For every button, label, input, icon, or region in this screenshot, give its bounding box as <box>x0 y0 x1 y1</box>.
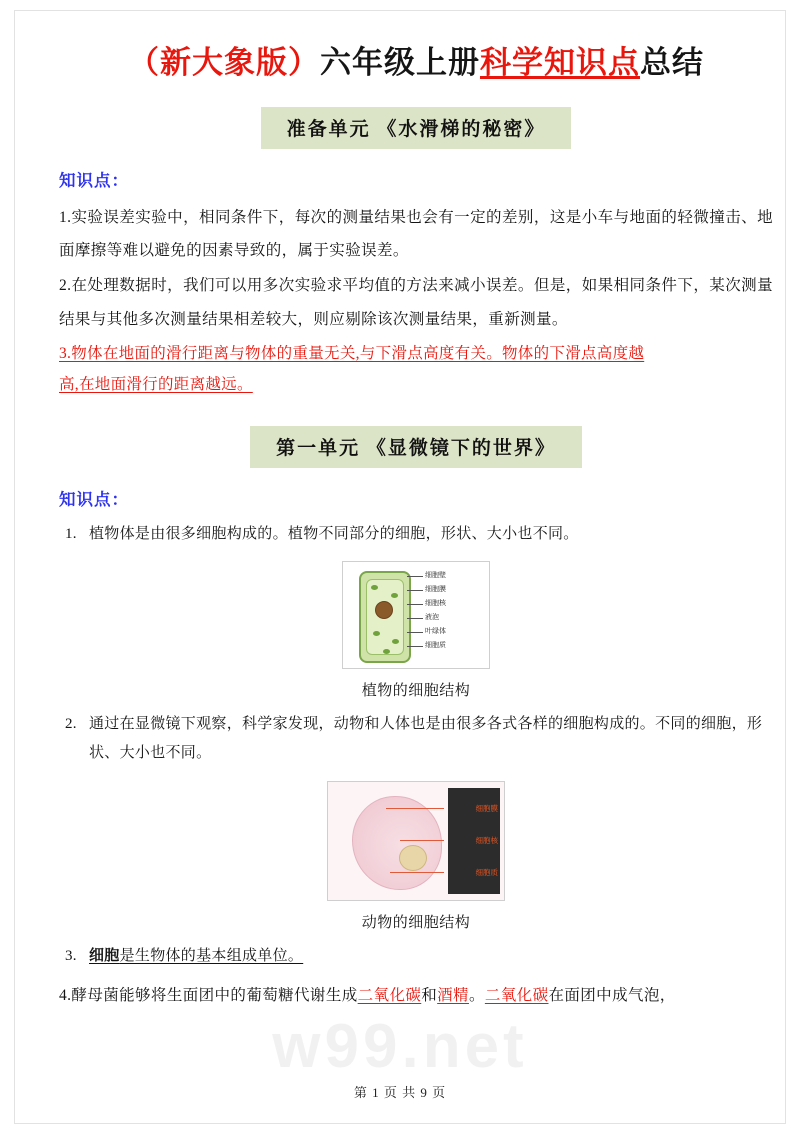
item4-mid: 和 <box>421 986 438 1004</box>
leader-line <box>386 808 444 809</box>
leader-line <box>407 590 423 591</box>
plant-cell-diagram <box>342 561 490 669</box>
title-part-subject: 科学知识点 <box>480 45 640 80</box>
figure-caption-plant-cell: 植物的细胞结构 <box>361 683 471 700</box>
item4-sep: 。 <box>468 986 485 1004</box>
list-item <box>59 520 773 549</box>
list-item-text-1: 植物体是由很多细胞构成的。植物不同部分的细胞，形状、大小也不同。 <box>89 525 579 542</box>
paragraph-prep-1: 1.实验误差实验中，相同条件下，每次的测量结果也会有一定的差别，这是小车与地面的轻微撞击、地面摩擦等难以避免的因素导致的，属于实验误差。 <box>59 208 773 259</box>
paragraph-prep-2: 2.在处理数据时，我们可以用多次实验求平均值的方法来减小误差。但是，如果相同条件下，某次测量结果与其他多次测量结果相差较大，则应剔除该次测量结果，重新测量。 <box>59 277 773 328</box>
animal-label-0: 细胞膜 <box>475 803 498 813</box>
animal-label-1: 细胞核 <box>475 835 498 845</box>
list-item-number-3: 3. <box>65 947 77 964</box>
page-title <box>59 45 773 81</box>
page-footer: 第 1 页 共 9 页 <box>353 1085 447 1100</box>
section-banner-prep-unit: 准备单元 《水滑梯的秘密》 <box>261 107 572 149</box>
animal-cell-diagram <box>327 781 505 901</box>
section-banner-unit-one: 第一单元 《显微镜下的世界》 <box>250 426 582 468</box>
figure-plant-cell <box>59 561 773 700</box>
leader-line <box>407 576 423 577</box>
title-part-grade: 六年级上册 <box>320 45 480 80</box>
plant-label-5: 细胞质 <box>425 642 446 650</box>
item4-lead: 4.酵母菌能够将生面团中的 <box>59 986 247 1004</box>
item4-alcohol: 酒精 <box>437 986 469 1004</box>
animal-cell-nucleus-shape <box>399 845 427 871</box>
item4-co2-1: 二氧化碳 <box>357 986 422 1004</box>
item4-plain1: 葡萄糖代谢生成 <box>246 986 358 1004</box>
subheading-knowledge-points-0: 知识点： <box>59 170 129 190</box>
leader-line <box>407 646 423 647</box>
page-content <box>59 33 773 1014</box>
paragraph-prep-3-line2 <box>59 369 773 400</box>
animal-cell-shape <box>352 796 442 890</box>
animal-label-2: 细胞质 <box>475 867 498 877</box>
section-banner-wrap-1 <box>59 426 773 468</box>
red-underline-text-2: 高,在地面滑行的距离越远。 <box>59 375 253 393</box>
list-item-number-1: 1. <box>65 525 77 542</box>
figure-animal-cell <box>59 781 773 932</box>
figure-caption-animal-cell: 动物的细胞结构 <box>361 914 471 931</box>
list-item-number-2: 2. <box>65 716 77 733</box>
title-part-publisher: （新大象版） <box>128 45 320 80</box>
paragraph-prep-3-line1 <box>59 338 773 369</box>
list-item <box>59 710 773 769</box>
leader-line <box>390 872 444 873</box>
plant-label-0: 细胞壁 <box>425 572 446 580</box>
cell-term-bold: 细胞 <box>89 947 120 964</box>
list-item <box>59 942 773 971</box>
plant-label-3: 液泡 <box>425 614 439 622</box>
plant-label-leaders <box>407 568 487 662</box>
watermark: w99.net <box>272 1012 528 1081</box>
leader-line <box>407 632 423 633</box>
plant-label-1: 细胞膜 <box>425 586 446 594</box>
leader-line <box>407 604 423 605</box>
item4-co2-2: 二氧化碳 <box>484 986 549 1004</box>
page-sheet <box>14 10 786 1124</box>
list-item-text-3 <box>89 942 773 971</box>
cell-term-rest: 是生物体的基本组成单位。 <box>119 947 304 964</box>
subheading-knowledge-points-1: 知识点： <box>59 489 129 509</box>
red-underline-text-1: 3.物体在地面的滑行距离与物体的重量无关,与下滑点高度有关。物体的下滑点高度越 <box>59 344 645 362</box>
title-part-summary: 总结 <box>640 45 704 80</box>
plant-cell-wall-shape <box>359 571 411 663</box>
plant-label-2: 细胞核 <box>425 600 446 608</box>
plant-label-4: 叶绿体 <box>425 628 446 636</box>
section-banner-wrap-0 <box>59 107 773 149</box>
paragraph-item-4 <box>59 979 773 1012</box>
item4-tail: 在面团中成气泡， <box>548 986 676 1004</box>
leader-line <box>407 618 423 619</box>
leader-line <box>400 840 444 841</box>
list-item-text-2: 通过在显微镜下观察，科学家发现，动物和人体也是由很多各式各样的细胞构成的。不同的细胞，形状、大小也不同。 <box>89 716 763 762</box>
